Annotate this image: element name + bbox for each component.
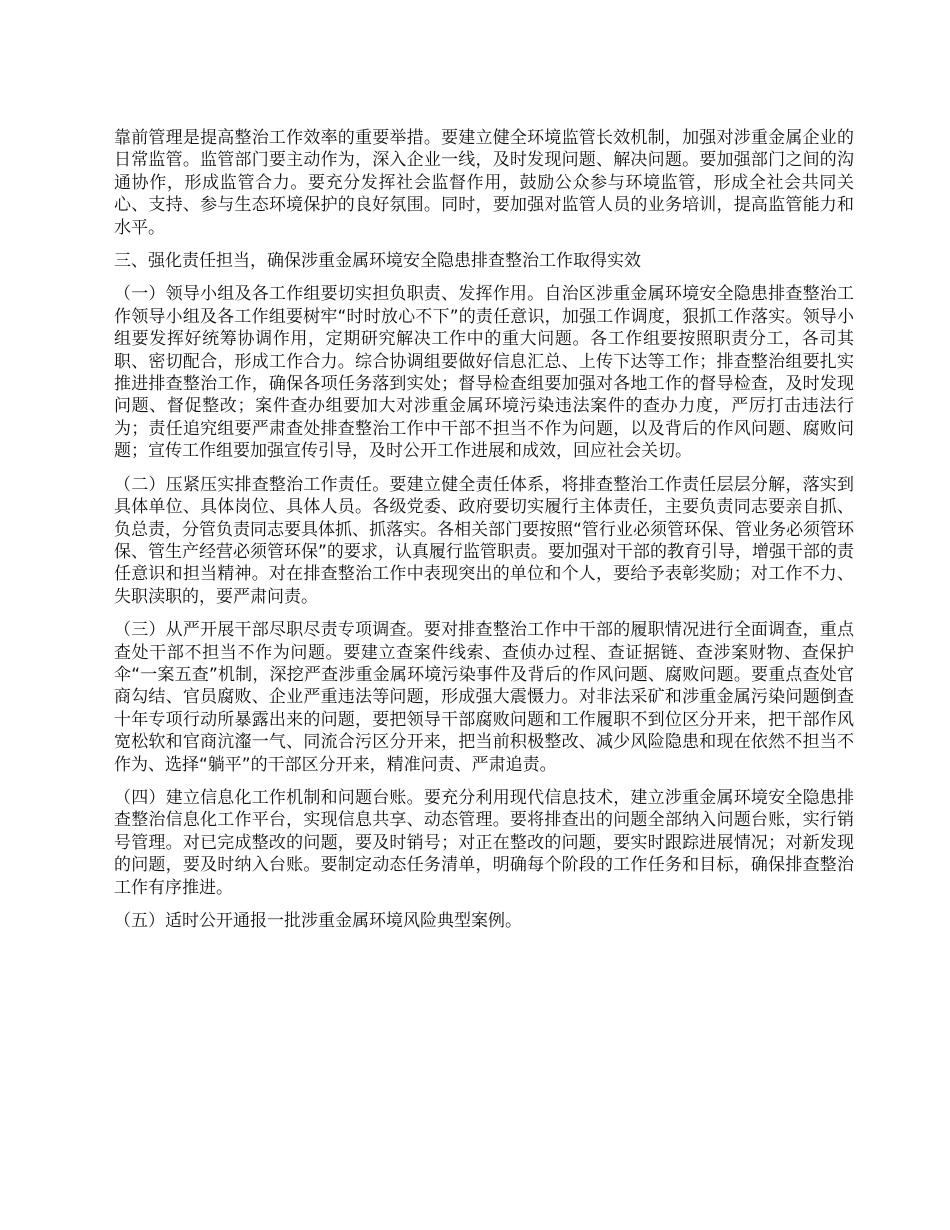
section-heading-three: 三、强化责任担当，确保涉重金属环境安全隐患排查整治工作取得实效 (114, 251, 641, 272)
paragraph-item-one: （一）领导小组及各工作组要切实担负职责、发挥作用。自治区涉重金属环境安全隐患排查整治工作领导小组及各工作组要树牢“时时放心不下”的责任意识，加强工作调度，狠抓工作落实。领导小组要发挥好统筹协调作用，定期研究解决工作中的重大问题。各工作组要按照职责分工，各司其职、密切配合，形成工作合力。综合协调组要做好信息汇总、上传下达等工作；排查整治组要扎实推进排查整治工作，确保各项任务落到实处；督导检查组要加强对各地工作的督导检查，及时发现问题、督促整改；案件查办组要加大对涉重金属环境污染违法案件的查办力度，严厉打击违法行为；责任追究组要严肃查处排查整治工作中干部不担当不作为问题，以及背后的作风问题、腐败问题；宣传工作组要加强宣传引导，及时公开工作进展和成效，回应社会关切。 (114, 284, 854, 462)
document-body (114, 127, 854, 943)
paragraph-supervision: 靠前管理是提高整治工作效率的重要举措。要建立健全环境监管长效机制，加强对涉重金属企业的日常监管。监管部门要主动作为，深入企业一线，及时发现问题、解决问题。要加强部门之间的沟通协作，形成监管合力。要充分发挥社会监督作用，鼓励公众参与环境监管，形成全社会共同关心、支持、参与生态环境保护的良好氛围。同时，要加强对监管人员的业务培训，提高监管能力和水平。 (114, 128, 854, 238)
paragraph-item-five: （五）适时公开通报一批涉重金属环境风险典型案例。 (114, 911, 522, 931)
paragraph-item-four: （四）建立信息化工作机制和问题台账。要充分利用现代信息技术，建立涉重金属环境安全隐患排查整治信息化工作平台，实现信息共享、动态管理。要将排查出的问题全部纳入问题台账，实行销号管理。对已完成整改的问题，要及时销号；对正在整改的问题，要实时跟踪进展情况；对新发现的问题，要及时纳入台账。要制定动态任务清单，明确每个阶段的工作任务和目标，确保排查整治工作有序推进。 (114, 787, 854, 898)
paragraph-item-three: （三）从严开展干部尽职尽责专项调查。要对排查整治工作中干部的履职情况进行全面调查，重点查处干部不担当不作为问题。要建立查案件线索、查侦办过程、查证据链、查涉案财物、查保护伞“一案五查”机制，深挖严查涉重金属环境污染事件及背后的作风问题、腐败问题。要重点查处官商勾结、官员腐败、企业严重违法等问题，形成强大震慑力。对非法采矿和涉重金属污染问题倒查十年专项行动所暴露出来的问题，要把领导干部腐败问题和工作履职不到位区分开来，把干部作风宽松软和官商沆瀣一气、同流合污区分开来，把当前积极整改、减少风险隐患和现在依然不担当不作为、选择“躺平”的干部区分开来，精准问责、严肃追责。 (114, 620, 854, 775)
paragraph-item-two: （二）压紧压实排查整治工作责任。要建立健全责任体系，将排查整治工作责任层层分解，落实到具体单位、具体岗位、具体人员。各级党委、政府要切实履行主体责任，主要负责同志要亲自抓、负总责，分管负责同志要具体抓、抓落实。各相关部门要按照“管行业必须管环保、管业务必须管环保、管生产经营必须管环保”的要求，认真履行监管职责。要加强对干部的教育引导，增强干部的责任意识和担当精神。对在排查整治工作中表现突出的单位和个人，要给予表彰奖励；对工作不力、失职渎职的，要严肃问责。 (114, 474, 854, 607)
